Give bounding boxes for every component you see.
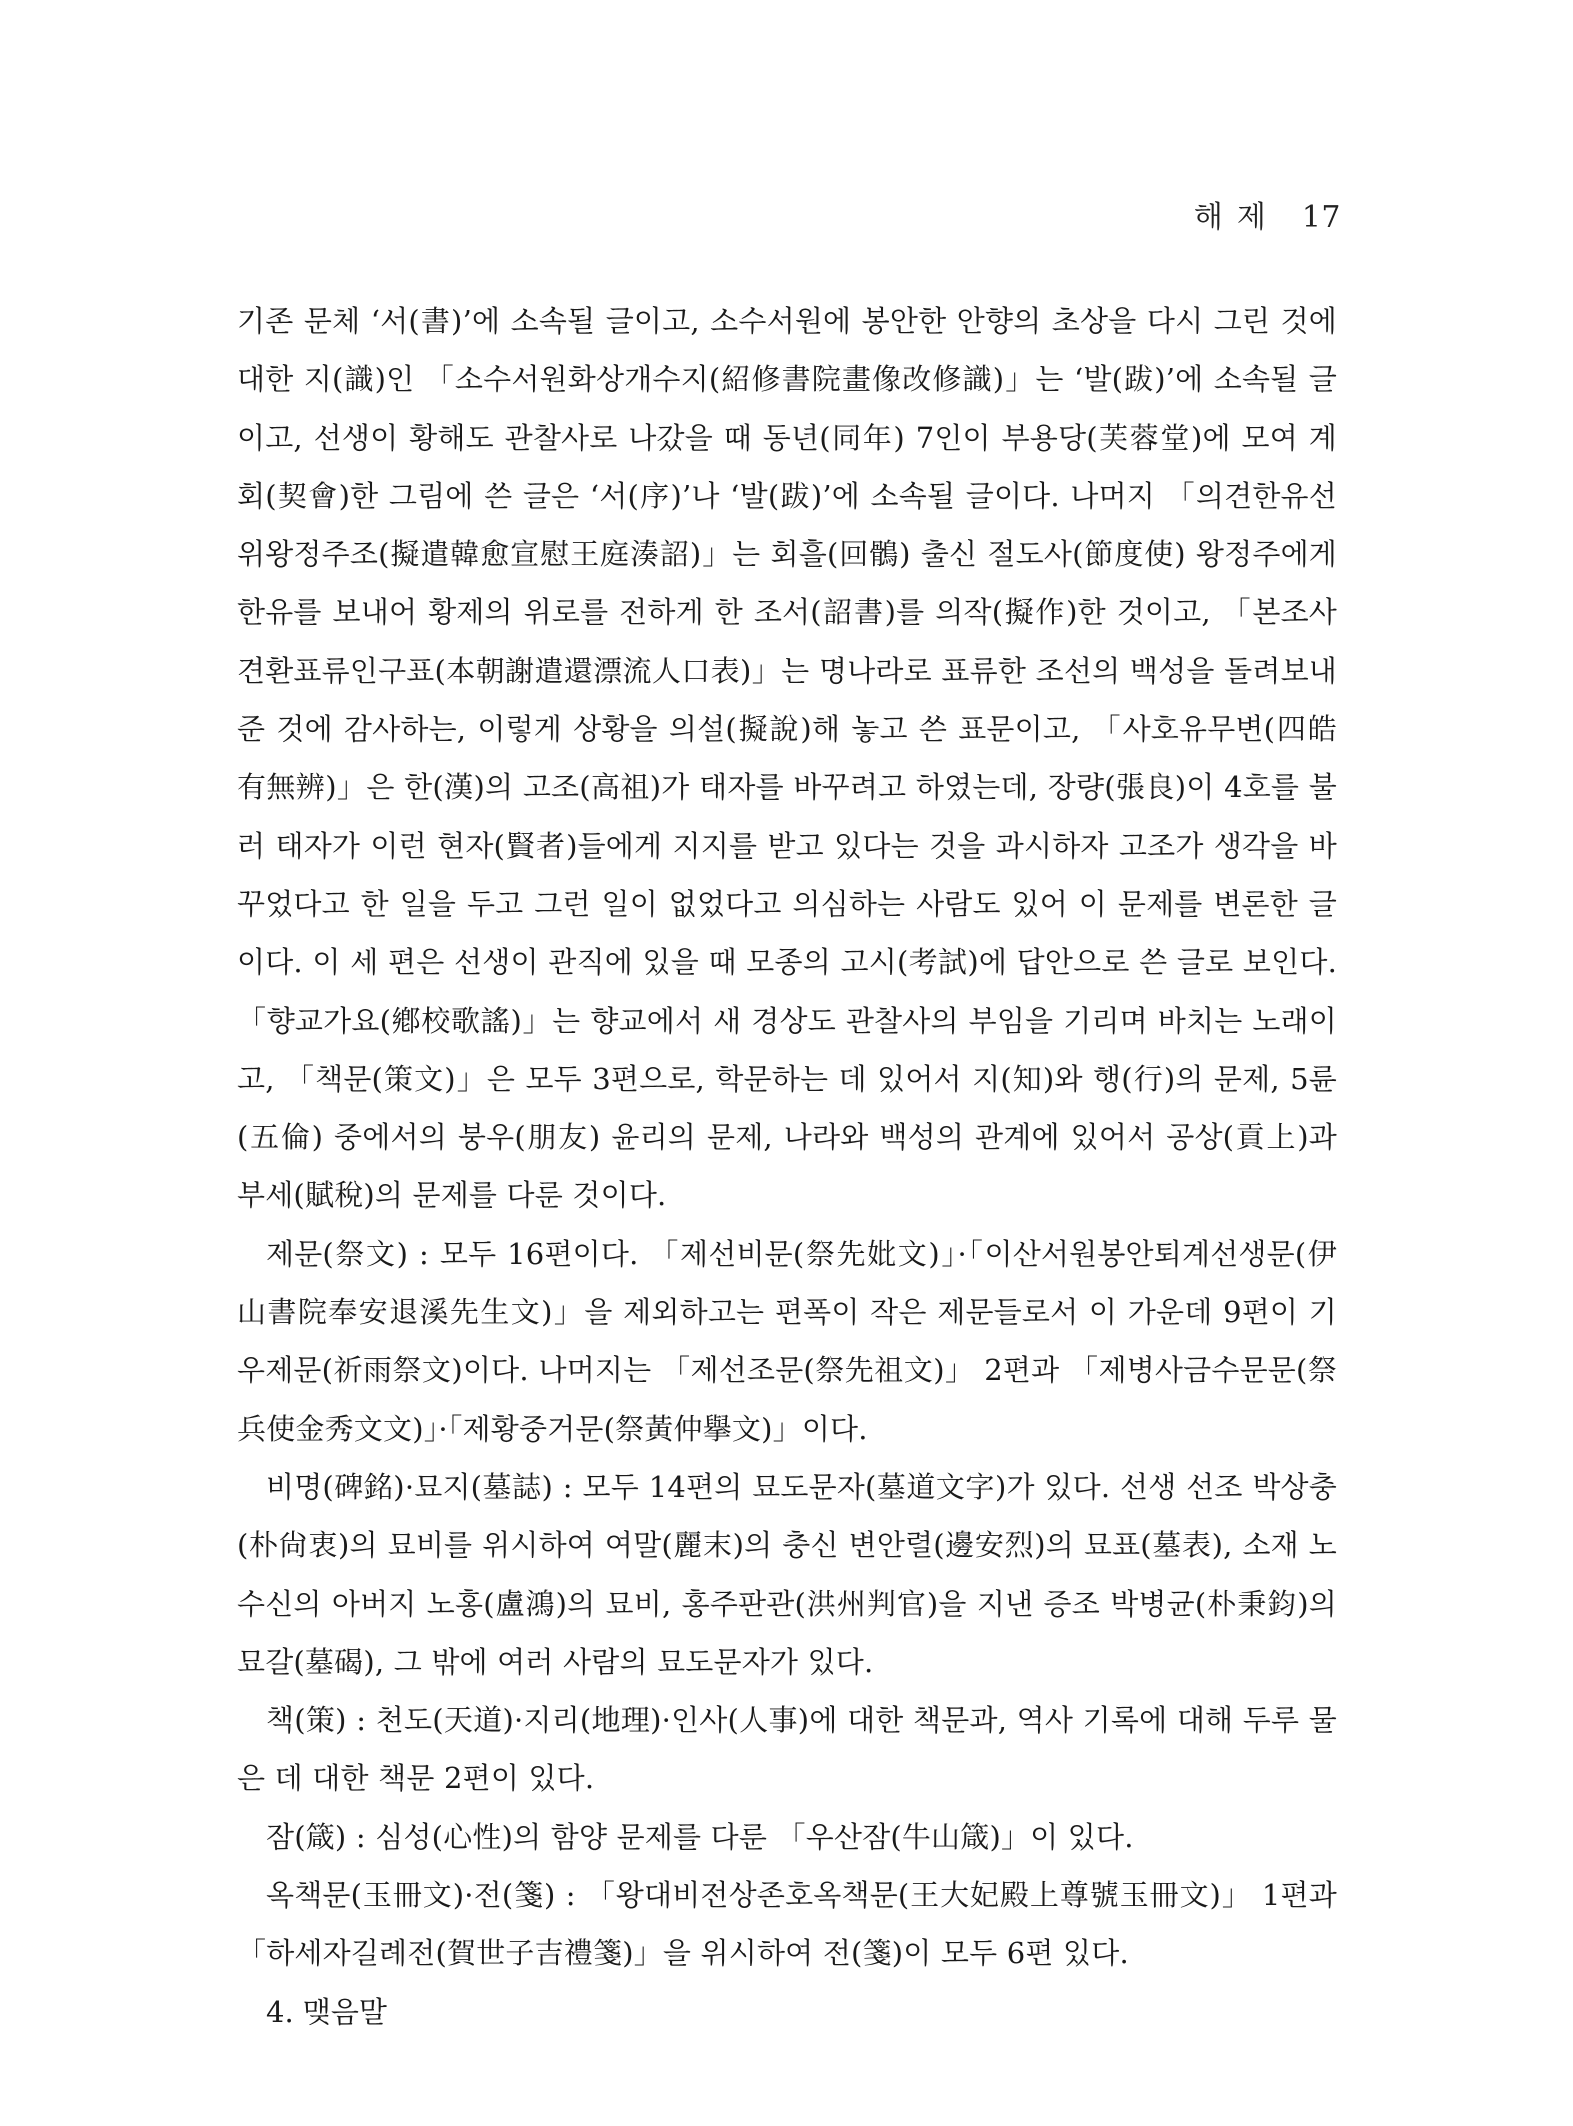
paragraph-okchaekmun: 옥책문(玉冊文)·전(箋) : 「왕대비전상존호옥책문(王大妃殿上尊號玉冊文)」 1편과 「하세자길례전(賀世子吉禮箋)」을 위시하여 전(箋)이 모두 6편 있다. xyxy=(237,1878,1337,1971)
running-header xyxy=(1194,192,1341,236)
section-heading: 4. 맺음말 xyxy=(266,1994,387,2029)
section-title: 해제 xyxy=(1193,200,1280,235)
paragraph-chaek: 책(策) : 천도(天道)·지리(地理)·인사(人事)에 대한 책문과, 역사 기록에 대해 두루 물은 데 대한 책문 2편이 있다. xyxy=(237,1703,1337,1796)
paragraph-jemun: 제문(祭文) : 모두 16편이다. 「제선비문(祭先妣文)」·「이산서원봉안퇴계선생문(伊山書院奉安退溪先生文)」을 제외하고는 편폭이 작은 제문들로서 이 가운데 9편이 기우제문(祈雨祭文)이다. 나머지는 「제선조문(祭先祖文)」 2편과 「제병사금수문문(祭兵使金秀文文)」·「제황중거문(祭黃仲擧文)」이다. xyxy=(237,1236,1337,1446)
page-number: 17 xyxy=(1301,200,1341,235)
paragraph-jam: 잠(箴) : 심성(心性)의 함양 문제를 다룬 「우산잠(牛山箴)」이 있다. xyxy=(266,1819,1134,1854)
paragraph-bimyeong: 비명(碑銘)·묘지(墓誌) : 모두 14편의 묘도문자(墓道文字)가 있다. 선생 선조 박상충(朴尙衷)의 묘비를 위시하여 여말(麗末)의 충신 변안렬(邊安烈)의 묘표(墓表), 소재 노수신의 아버지 노홍(盧鴻)의 묘비, 홍주판관(洪州判官)을 지낸 증조 박병균(朴秉鈞)의 묘갈(墓碣), 그 밖에 여러 사람의 묘도문자가 있다. xyxy=(237,1469,1337,1679)
body-text xyxy=(237,292,1337,2041)
paragraph-continued: 기존 문체 ‘서(書)’에 소속될 글이고, 소수서원에 봉안한 안향의 초상을 다시 그린 것에 대한 지(識)인 「소수서원화상개수지(紹修書院畫像改修識)」는 ‘발(跋)’에 소속될 글이고, 선생이 황해도 관찰사로 나갔을 때 동년(同年) 7인이 부용당(芙蓉堂)에 모여 계회(契會)한 그림에 쓴 글은 ‘서(序)’나 ‘발(跋)’에 소속될 글이다. 나머지 「의견한유선위왕정주조(擬遣韓愈宣慰王庭湊詔)」는 회흘(回鶻) 출신 절도사(節度使) 왕정주에게 한유를 보내어 황제의 위로를 전하게 한 조서(詔書)를 의작(擬作)한 것이고, 「본조사견환표류인구표(本朝謝遣還漂流人口表)」는 명나라로 표류한 조선의 백성을 돌려보내 준 것에 감사하는, 이렇게 상황을 의설(擬說)해 놓고 쓴 표문이고, 「사호유무변(四皓有無辨)」은 한(漢)의 고조(高祖)가 태자를 바꾸려고 하였는데, 장량(張良)이 4호를 불러 태자가 이런 현자(賢者)들에게 지지를 받고 있다는 것을 과시하자 고조가 생각을 바꾸었다고 한 일을 두고 그런 일이 없었다고 의심하는 사람도 있어 이 문제를 변론한 글이다. 이 세 편은 선생이 관직에 있을 때 모종의 고시(考試)에 답안으로 쓴 글로 보인다. 「향교가요(鄕校歌謠)」는 향교에서 새 경상도 관찰사의 부임을 기리며 바치는 노래이고, 「책문(策文)」은 모두 3편으로, 학문하는 데 있어서 지(知)와 행(行)의 문제, 5륜(五倫) 중에서의 붕우(朋友) 윤리의 문제, 나라와 백성의 관계에 있어서 공상(貢上)과 부세(賦稅)의 문제를 다룬 것이다. xyxy=(237,304,1337,1213)
